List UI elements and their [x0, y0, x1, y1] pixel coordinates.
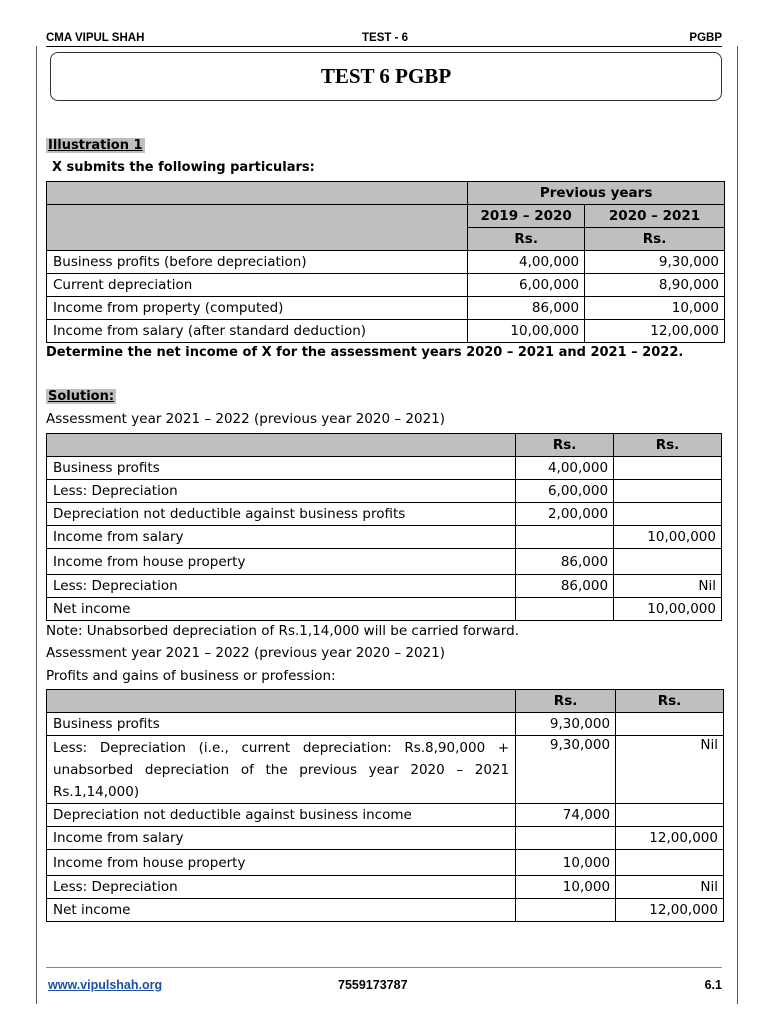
website-link[interactable]: www.vipulshah.org — [48, 978, 163, 992]
carry-forward-note: Note: Unabsorbed depreciation of Rs.1,14,000 will be carried forward. — [46, 623, 519, 639]
page-title: TEST 6 PGBP — [50, 52, 722, 101]
table-cell: Net income — [47, 598, 516, 621]
table-cell — [616, 804, 724, 827]
table-cell: 10,00,000 — [468, 320, 585, 343]
pgbp-heading: Profits and gains of business or profession: — [46, 668, 336, 684]
table-cell: 86,000 — [516, 549, 614, 575]
table-cell: Depreciation not deductible against business income — [47, 804, 516, 827]
table-cell — [516, 526, 614, 549]
table-cell: Nil — [616, 736, 724, 804]
page-number: 6.1 — [704, 978, 722, 992]
col-header: Rs. — [616, 690, 724, 713]
table-cell: 12,00,000 — [616, 827, 724, 850]
table-row — [47, 736, 724, 804]
table-cell: 4,00,000 — [516, 457, 614, 480]
solution-table-1 — [46, 433, 722, 621]
particulars-corner — [47, 182, 468, 205]
table-row — [47, 274, 725, 297]
header-subject: PGBP — [689, 32, 722, 44]
table-cell: 86,000 — [468, 297, 585, 320]
table-row — [47, 457, 722, 480]
table-cell — [516, 899, 616, 922]
table-cell: 10,00,000 — [614, 598, 722, 621]
table-cell: 9,30,000 — [516, 736, 616, 804]
table-cell: 6,00,000 — [516, 480, 614, 503]
ay1-heading: Assessment year 2021 – 2022 (previous year 2020 – 2021) — [46, 411, 446, 427]
col-header: Rs. — [516, 690, 616, 713]
table-cell: 10,00,000 — [614, 526, 722, 549]
table-cell: Less: Depreciation — [47, 575, 516, 598]
page-footer — [46, 967, 722, 992]
table-cell — [516, 598, 614, 621]
header-author: CMA VIPUL SHAH — [46, 32, 145, 44]
table-row — [47, 598, 722, 621]
phone-number: 7559173787 — [338, 978, 408, 992]
particulars-table — [46, 181, 725, 343]
table-cell: 10,000 — [585, 297, 725, 320]
table-cell: Income from salary — [47, 827, 516, 850]
table-cell: Less: Depreciation — [47, 480, 516, 503]
table-row — [47, 549, 722, 575]
table-row — [47, 297, 725, 320]
table-cell: Depreciation not deductible against business profits — [47, 503, 516, 526]
table-cell: 10,000 — [516, 876, 616, 899]
table-row — [47, 526, 722, 549]
table-row — [47, 480, 722, 503]
header-test: TEST - 6 — [362, 32, 409, 44]
table-cell — [614, 457, 722, 480]
table-header-blank — [47, 434, 516, 457]
table-cell: Business profits (before depreciation) — [47, 251, 468, 274]
table-cell: Income from salary — [47, 526, 516, 549]
group-header: Previous years — [468, 182, 725, 205]
table-cell: Less: Depreciation — [47, 876, 516, 899]
ay2-heading: Assessment year 2021 – 2022 (previous year 2020 – 2021) — [46, 645, 446, 661]
solution-table-2 — [46, 689, 724, 922]
table-cell: Business profits — [47, 713, 516, 736]
table-cell — [616, 713, 724, 736]
page-header — [46, 31, 722, 47]
table-cell: Income from house property — [47, 850, 516, 876]
table-row — [47, 899, 724, 922]
table-row — [47, 320, 725, 343]
table-row — [47, 850, 724, 876]
table-cell: Nil — [616, 876, 724, 899]
year-header: 2020 – 2021 — [585, 205, 725, 228]
table-cell: 12,00,000 — [585, 320, 725, 343]
solution-label: Solution: — [48, 389, 115, 404]
table-cell: 74,000 — [516, 804, 616, 827]
table-row — [47, 251, 725, 274]
table-cell: 10,000 — [516, 850, 616, 876]
table-cell — [614, 549, 722, 575]
table-cell: 86,000 — [516, 575, 614, 598]
table-row — [47, 503, 722, 526]
table-row — [47, 575, 722, 598]
particulars-corner-2 — [47, 205, 468, 251]
table-cell: Income from property (computed) — [47, 297, 468, 320]
question-text: Determine the net income of X for the assessment years 2020 – 2021 and 2021 – 2022. — [46, 345, 684, 360]
table-row — [47, 713, 724, 736]
table-cell: Nil — [614, 575, 722, 598]
table-cell — [616, 850, 724, 876]
unit-header: Rs. — [585, 228, 725, 251]
unit-header: Rs. — [468, 228, 585, 251]
table-cell: 6,00,000 — [468, 274, 585, 297]
year-header: 2019 – 2020 — [468, 205, 585, 228]
table-cell: 8,90,000 — [585, 274, 725, 297]
table-cell — [516, 827, 616, 850]
table-cell: Net income — [47, 899, 516, 922]
table-cell — [614, 480, 722, 503]
col-header: Rs. — [516, 434, 614, 457]
table-row — [47, 827, 724, 850]
table-cell: Income from salary (after standard deduction) — [47, 320, 468, 343]
illustration-intro: X submits the following particulars: — [52, 160, 315, 175]
table-cell: Less: Depreciation (i.e., current depreciation: Rs.8,90,000 + unabsorbed depreciation of the previous year 2020 – 2021 Rs.1,14,000) — [47, 736, 516, 804]
table-row — [47, 876, 724, 899]
illustration-label: Illustration 1 — [48, 138, 143, 153]
table-cell: 4,00,000 — [468, 251, 585, 274]
table-row — [47, 804, 724, 827]
table-cell: 12,00,000 — [616, 899, 724, 922]
table-cell: Income from house property — [47, 549, 516, 575]
table-cell: 9,30,000 — [516, 713, 616, 736]
table-cell: 9,30,000 — [585, 251, 725, 274]
table-cell — [614, 503, 722, 526]
col-header: Rs. — [614, 434, 722, 457]
table-header-blank — [47, 690, 516, 713]
table-cell: Business profits — [47, 457, 516, 480]
table-cell: 2,00,000 — [516, 503, 614, 526]
table-cell: Current depreciation — [47, 274, 468, 297]
